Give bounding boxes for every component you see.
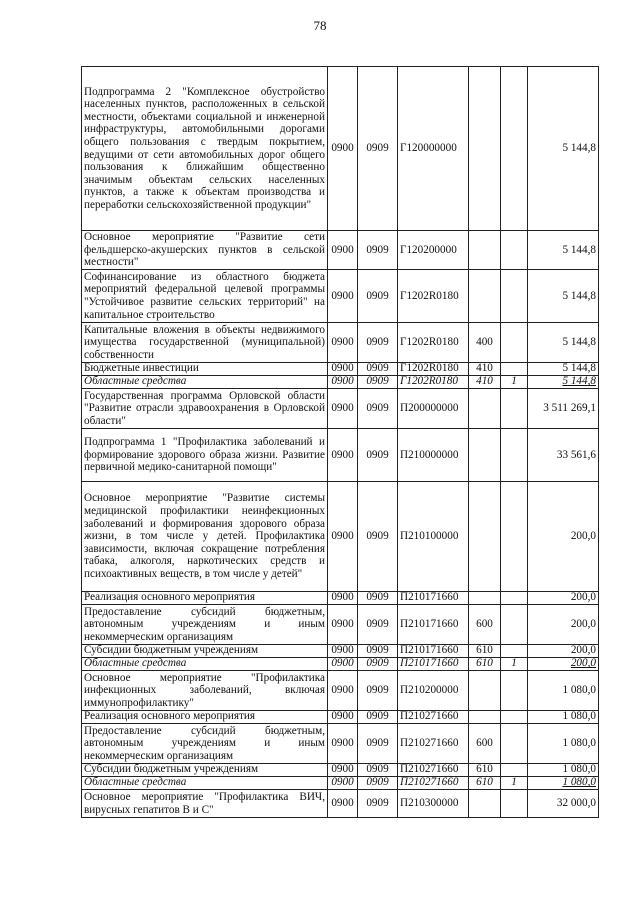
- table-row: [82, 724, 599, 764]
- row-section: 0900: [328, 429, 358, 482]
- row-expense-type: [469, 790, 501, 818]
- row-source: [501, 270, 528, 323]
- row-expense-type: 610: [469, 777, 501, 790]
- row-expense-type: [469, 270, 501, 323]
- row-target-article: П210171660: [398, 605, 469, 645]
- row-target-article: П210271660: [398, 764, 469, 777]
- row-amount: 5 144,8: [528, 270, 599, 323]
- table-row: [82, 645, 599, 658]
- row-source: [501, 323, 528, 363]
- row-expense-type: [469, 429, 501, 482]
- row-subsection: 0909: [358, 645, 398, 658]
- row-target-article: Г1202R0180: [398, 270, 469, 323]
- row-expense-type: [469, 711, 501, 724]
- table-row: [82, 671, 599, 711]
- table-row: [82, 790, 599, 818]
- row-source: [501, 231, 528, 270]
- row-amount-value: 200,0: [570, 657, 596, 670]
- row-target-article: П200000000: [398, 389, 469, 429]
- row-target-article: П210200000: [398, 671, 469, 711]
- row-section: 0900: [328, 711, 358, 724]
- row-name: Субсидии бюджетным учреждениям: [82, 645, 328, 658]
- row-name: Подпрограмма 2 "Комплексное обустройство населенных пунктов, расположенных в сельской местности, объектами социальной и инженерной инфраструктуры, автомобильными дорогами общего пользования с твердым покрытием, ведущими от сети автомобильных дорог общего пользования к ближайшим общественно значимым объектам сельских населенных пунктов, а также к объектам производства и переработки сельскохозяйственной продукции": [82, 67, 328, 231]
- row-source: [501, 671, 528, 711]
- row-section: 0900: [328, 658, 358, 671]
- row-expense-type: 610: [469, 645, 501, 658]
- row-subsection: 0909: [358, 711, 398, 724]
- table-row: [82, 658, 599, 671]
- row-subsection: 0909: [358, 671, 398, 711]
- row-subsection: 0909: [358, 605, 398, 645]
- table-row: [82, 711, 599, 724]
- table-row: [82, 592, 599, 605]
- row-source: [501, 429, 528, 482]
- row-subsection: 0909: [358, 363, 398, 376]
- table-row: [82, 389, 599, 429]
- row-name: Основное мероприятие "Развитие сети фельдшерско-акушерских пунктов в сельской местности": [82, 231, 328, 270]
- row-target-article: П210271660: [398, 724, 469, 764]
- row-expense-type: 400: [469, 323, 501, 363]
- row-amount-value: 1 080,0: [562, 776, 596, 789]
- row-amount: 200,0: [528, 605, 599, 645]
- row-name: Государственная программа Орловской области "Развитие отрасли здравоохранения в Орловской области": [82, 389, 328, 429]
- row-section: 0900: [328, 605, 358, 645]
- table-row: [82, 67, 599, 231]
- row-expense-type: [469, 482, 501, 592]
- row-expense-type: [469, 67, 501, 231]
- row-target-article: П210171660: [398, 658, 469, 671]
- row-section: 0900: [328, 389, 358, 429]
- row-subsection: 0909: [358, 270, 398, 323]
- row-subsection: 0909: [358, 231, 398, 270]
- row-amount: 33 561,6: [528, 429, 599, 482]
- row-name: Областные средства: [82, 376, 328, 389]
- row-source: [501, 363, 528, 376]
- table-row: [82, 363, 599, 376]
- row-amount: 1 080,0: [528, 764, 599, 777]
- table-row: [82, 482, 599, 592]
- row-name: Предоставление субсидий бюджетным, автономным учреждениям и иным некоммерческим организациям: [82, 605, 328, 645]
- table-row: [82, 376, 599, 389]
- row-target-article: Г120200000: [398, 231, 469, 270]
- row-amount: 200,0: [528, 482, 599, 592]
- row-name: Основное мероприятие "Развитие системы медицинской профилактики неинфекционных заболеваний и формирования здорового образа жизни, в том числе у детей. Профилактика зависимости, включая сокращение потребления табака, алкоголя, наркотических средств и психоактивных веществ, в том числе у детей": [82, 482, 328, 592]
- row-source: 1: [501, 777, 528, 790]
- row-section: 0900: [328, 376, 358, 389]
- row-target-article: Г1202R0180: [398, 363, 469, 376]
- row-section: 0900: [328, 231, 358, 270]
- row-name: Бюджетные инвестиции: [82, 363, 328, 376]
- row-subsection: 0909: [358, 376, 398, 389]
- table-row: [82, 270, 599, 323]
- row-name: Областные средства: [82, 777, 328, 790]
- row-amount: 5 144,8: [528, 323, 599, 363]
- row-source: [501, 724, 528, 764]
- row-section: 0900: [328, 764, 358, 777]
- row-subsection: 0909: [358, 777, 398, 790]
- table-row: [82, 231, 599, 270]
- row-amount: 5 144,8: [528, 363, 599, 376]
- budget-table: [81, 66, 599, 818]
- table-row: [82, 323, 599, 363]
- row-amount: 200,0: [528, 645, 599, 658]
- table-row: [82, 764, 599, 777]
- row-expense-type: [469, 671, 501, 711]
- row-section: 0900: [328, 724, 358, 764]
- row-amount: [528, 777, 599, 790]
- row-source: [501, 482, 528, 592]
- row-source: [501, 67, 528, 231]
- row-section: 0900: [328, 777, 358, 790]
- row-subsection: 0909: [358, 429, 398, 482]
- row-expense-type: 410: [469, 376, 501, 389]
- row-source: [501, 389, 528, 429]
- row-subsection: 0909: [358, 482, 398, 592]
- row-section: 0900: [328, 645, 358, 658]
- row-section: 0900: [328, 363, 358, 376]
- row-target-article: П210171660: [398, 645, 469, 658]
- row-name: Субсидии бюджетным учреждениям: [82, 764, 328, 777]
- row-subsection: 0909: [358, 67, 398, 231]
- row-name: Капитальные вложения в объекты недвижимого имущества государственной (муниципальной) собственности: [82, 323, 328, 363]
- row-target-article: П210000000: [398, 429, 469, 482]
- table-row: [82, 777, 599, 790]
- row-subsection: 0909: [358, 592, 398, 605]
- row-expense-type: [469, 231, 501, 270]
- row-expense-type: 610: [469, 658, 501, 671]
- row-subsection: 0909: [358, 764, 398, 777]
- row-source: [501, 592, 528, 605]
- row-expense-type: [469, 389, 501, 429]
- row-source: [501, 605, 528, 645]
- row-target-article: П210171660: [398, 592, 469, 605]
- row-section: 0900: [328, 592, 358, 605]
- row-target-article: П210100000: [398, 482, 469, 592]
- row-amount: [528, 658, 599, 671]
- row-name: Основное мероприятие "Профилактика инфекционных заболеваний, включая иммунопрофилактику": [82, 671, 328, 711]
- row-target-article: П210300000: [398, 790, 469, 818]
- row-target-article: Г120000000: [398, 67, 469, 231]
- row-amount: 1 080,0: [528, 711, 599, 724]
- row-expense-type: 600: [469, 724, 501, 764]
- row-subsection: 0909: [358, 323, 398, 363]
- row-amount: 32 000,0: [528, 790, 599, 818]
- row-target-article: Г1202R0180: [398, 376, 469, 389]
- row-target-article: Г1202R0180: [398, 323, 469, 363]
- row-name: Областные средства: [82, 658, 328, 671]
- row-name: Предоставление субсидий бюджетным, автономным учреждениям и иным некоммерческим организациям: [82, 724, 328, 764]
- row-amount: 200,0: [528, 592, 599, 605]
- row-section: 0900: [328, 67, 358, 231]
- row-amount-value: 5 144,8: [562, 375, 596, 388]
- row-target-article: П210271660: [398, 777, 469, 790]
- row-expense-type: 610: [469, 764, 501, 777]
- row-expense-type: 600: [469, 605, 501, 645]
- row-name: Реализация основного мероприятия: [82, 592, 328, 605]
- table-row: [82, 605, 599, 645]
- row-source: [501, 711, 528, 724]
- row-source: [501, 790, 528, 818]
- row-subsection: 0909: [358, 658, 398, 671]
- row-amount: 3 511 269,1: [528, 389, 599, 429]
- row-expense-type: 410: [469, 363, 501, 376]
- row-name: Основное мероприятие "Профилактика ВИЧ, вирусных гепатитов В и С": [82, 790, 328, 818]
- row-source: 1: [501, 658, 528, 671]
- row-expense-type: [469, 592, 501, 605]
- row-section: 0900: [328, 790, 358, 818]
- row-source: [501, 645, 528, 658]
- row-section: 0900: [328, 482, 358, 592]
- row-name: Подпрограмма 1 "Профилактика заболеваний и формирование здорового образа жизни. Развитие первичной медико-санитарной помощи": [82, 429, 328, 482]
- row-section: 0900: [328, 671, 358, 711]
- row-subsection: 0909: [358, 790, 398, 818]
- row-amount: 5 144,8: [528, 67, 599, 231]
- row-amount: 1 080,0: [528, 724, 599, 764]
- row-source: [501, 764, 528, 777]
- row-section: 0900: [328, 270, 358, 323]
- row-subsection: 0909: [358, 389, 398, 429]
- row-section: 0900: [328, 323, 358, 363]
- page-number: 78: [313, 18, 327, 33]
- row-name: Софинансирование из областного бюджета мероприятий федеральной целевой программы "Устойчивое развитие сельских территорий" на капитальное строительство: [82, 270, 328, 323]
- row-subsection: 0909: [358, 724, 398, 764]
- row-amount: [528, 376, 599, 389]
- row-target-article: П210271660: [398, 711, 469, 724]
- table-row: [82, 429, 599, 482]
- row-amount: 5 144,8: [528, 231, 599, 270]
- row-name: Реализация основного мероприятия: [82, 711, 328, 724]
- row-amount: 1 080,0: [528, 671, 599, 711]
- row-source: 1: [501, 376, 528, 389]
